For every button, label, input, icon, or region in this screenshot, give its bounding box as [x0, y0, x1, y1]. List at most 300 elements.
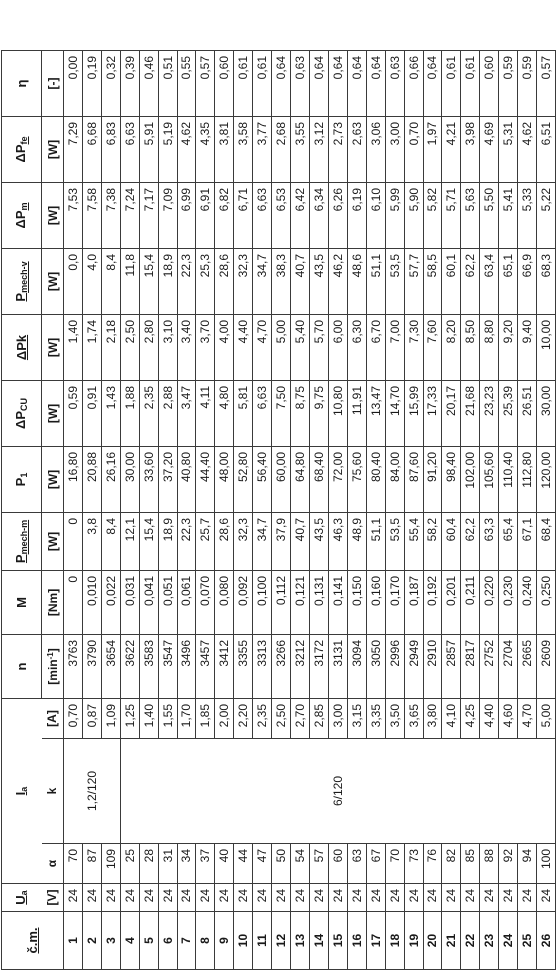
cell-dpk: 2,18: [101, 314, 120, 380]
cell-dpm: 5,22: [537, 182, 556, 248]
cell-m: 0,141: [328, 570, 347, 634]
cell-dpfe: 5,31: [499, 116, 518, 182]
cell-eta: 0,46: [139, 50, 158, 116]
cell-m: 0,201: [442, 570, 461, 634]
cell-p1: 30,00: [120, 446, 139, 512]
cell-p1: 26,16: [101, 446, 120, 512]
header-dpm: $\Delta P_m$: [2, 182, 42, 248]
unit-dpcu: [W]: [42, 380, 64, 446]
cell-dpk: 5,40: [291, 314, 310, 380]
cell-ia: 4,40: [480, 698, 499, 738]
cell-pmech: 37,9: [272, 512, 291, 570]
cell-eta: 0,60: [480, 50, 499, 116]
cell-dpcu: 14,70: [385, 380, 404, 446]
cell-p1: 91,20: [423, 446, 442, 512]
unit-dpfe: [W]: [42, 116, 64, 182]
cell-eta: 0,59: [499, 50, 518, 116]
cell-cm: 22: [461, 912, 480, 970]
cell-dpm: 6,71: [234, 182, 253, 248]
k-cell-group-2: 6/120: [120, 739, 555, 844]
cell-dpk: 5,70: [309, 314, 328, 380]
cell-p1: 68,40: [309, 446, 328, 512]
cell-dpm: 6,19: [347, 182, 366, 248]
cell-alpha: 44: [234, 844, 253, 884]
cell-dpk: 3,10: [158, 314, 177, 380]
cell-ia: 1,55: [158, 698, 177, 738]
cell-dpcu: 17,33: [423, 380, 442, 446]
cell-pmechv: 11,8: [120, 248, 139, 314]
cell-n: 3622: [120, 634, 139, 698]
cell-dpfe: 7,29: [64, 116, 83, 182]
cell-ua: 24: [158, 884, 177, 912]
cell-p1: 37,20: [158, 446, 177, 512]
cell-ia: 3,00: [328, 698, 347, 738]
cell-dpfe: 0,70: [404, 116, 423, 182]
cell-pmechv: 40,7: [291, 248, 310, 314]
cell-eta: 0,59: [518, 50, 537, 116]
header-pmech: $P_{mech-m}$: [2, 512, 42, 570]
cell-n: 3094: [347, 634, 366, 698]
cell-eta: 0,61: [234, 50, 253, 116]
cell-p1: 16,80: [64, 446, 83, 512]
cell-p1: 80,40: [366, 446, 385, 512]
cell-dpcu: 23,23: [480, 380, 499, 446]
cell-ia: 3,50: [385, 698, 404, 738]
cell-dpk: 8,50: [461, 314, 480, 380]
cell-n: 3266: [272, 634, 291, 698]
cell-p1: 102,00: [461, 446, 480, 512]
cell-dpk: 8,20: [442, 314, 461, 380]
cell-dpm: 5,90: [404, 182, 423, 248]
cell-ua: 24: [291, 884, 310, 912]
cell-pmechv: 22,3: [177, 248, 196, 314]
cell-alpha: 50: [272, 844, 291, 884]
cell-alpha: 70: [64, 844, 83, 884]
cell-cm: 23: [480, 912, 499, 970]
cell-n: 2996: [385, 634, 404, 698]
cell-alpha: 60: [328, 844, 347, 884]
cell-dpm: 6,82: [215, 182, 234, 248]
cell-pmechv: 25,3: [196, 248, 215, 314]
cell-pmech: 55,4: [404, 512, 423, 570]
cell-alpha: 73: [404, 844, 423, 884]
cell-pmech: 51,1: [366, 512, 385, 570]
cell-ua: 24: [385, 884, 404, 912]
cell-dpcu: 1,88: [120, 380, 139, 446]
cell-m: 0,070: [196, 570, 215, 634]
cell-pmechv: 68,3: [537, 248, 556, 314]
cell-cm: 7: [177, 912, 196, 970]
cell-dpm: 6,99: [177, 182, 196, 248]
cell-pmechv: 66,9: [518, 248, 537, 314]
cell-dpk: 1,40: [64, 314, 83, 380]
cell-dpcu: 26,51: [518, 380, 537, 446]
cell-ua: 24: [196, 884, 215, 912]
cell-n: 2910: [423, 634, 442, 698]
cell-n: 3654: [101, 634, 120, 698]
cell-m: 0,080: [215, 570, 234, 634]
header-cm: č.m.: [2, 912, 64, 970]
cell-m: 0,170: [385, 570, 404, 634]
cell-dpm: 5,71: [442, 182, 461, 248]
cell-p1: 110,40: [499, 446, 518, 512]
cell-pmechv: 62,2: [461, 248, 480, 314]
cell-eta: 0,61: [253, 50, 272, 116]
cell-eta: 0,66: [404, 50, 423, 116]
unit-dpm: [W]: [42, 182, 64, 248]
header-eta: η: [2, 50, 42, 116]
cell-n: 3313: [253, 634, 272, 698]
unit-p1: [W]: [42, 446, 64, 512]
cell-dpm: 5,33: [518, 182, 537, 248]
cell-dpk: 2,50: [120, 314, 139, 380]
measurement-table: [1, 0, 556, 970]
cell-ua: 24: [234, 884, 253, 912]
cell-pmech: 28,6: [215, 512, 234, 570]
table-body: [64, 0, 556, 970]
unit-ua: [V]: [42, 884, 64, 912]
table-row: [120, 0, 139, 970]
cell-ua: 24: [423, 884, 442, 912]
cell-pmechv: 4,0: [82, 248, 101, 314]
cell-cm: 15: [328, 912, 347, 970]
cell-pmechv: 28,6: [215, 248, 234, 314]
cell-dpm: 7,24: [120, 182, 139, 248]
cell-p1: 120,00: [537, 446, 556, 512]
cell-dpk: 3,70: [196, 314, 215, 380]
cell-n: 3790: [82, 634, 101, 698]
cell-dpcu: 30,00: [537, 380, 556, 446]
cell-pmechv: 63,4: [480, 248, 499, 314]
cell-dpcu: 13,47: [366, 380, 385, 446]
cell-pmechv: 0,0: [64, 248, 83, 314]
cell-ia: 4,25: [461, 698, 480, 738]
cell-p1: 60,00: [272, 446, 291, 512]
cell-cm: 26: [537, 912, 556, 970]
cell-ia: 4,60: [499, 698, 518, 738]
cell-ua: 24: [139, 884, 158, 912]
cell-m: 0,022: [101, 570, 120, 634]
cell-dpk: 5,00: [272, 314, 291, 380]
cell-n: 2857: [442, 634, 461, 698]
cell-dpk: 4,40: [234, 314, 253, 380]
cell-m: 0,031: [120, 570, 139, 634]
cell-alpha: 92: [499, 844, 518, 884]
cell-n: 2609: [537, 634, 556, 698]
cell-pmech: 8,4: [101, 512, 120, 570]
cell-cm: 17: [366, 912, 385, 970]
unit-pmech: [W]: [42, 512, 64, 570]
cell-ua: 24: [309, 884, 328, 912]
cell-p1: 87,60: [404, 446, 423, 512]
cell-ia: 2,20: [234, 698, 253, 738]
cell-ia: 5,00: [537, 698, 556, 738]
cell-eta: 0,57: [196, 50, 215, 116]
cell-dpfe: 4,21: [442, 116, 461, 182]
cell-alpha: 109: [101, 844, 120, 884]
cell-alpha: 100: [537, 844, 556, 884]
cell-dpcu: 21,68: [461, 380, 480, 446]
unit-k: k: [42, 739, 64, 844]
cell-dpm: 5,63: [461, 182, 480, 248]
cell-dpfe: 3,98: [461, 116, 480, 182]
cell-ia: 3,65: [404, 698, 423, 738]
cell-eta: 0,64: [328, 50, 347, 116]
cell-pmechv: 51,1: [366, 248, 385, 314]
cell-pmech: 0: [64, 512, 83, 570]
unit-ia: [A]: [42, 698, 64, 738]
cell-dpfe: 4,62: [518, 116, 537, 182]
cell-n: 3131: [328, 634, 347, 698]
cell-ua: 24: [499, 884, 518, 912]
cell-cm: 4: [120, 912, 139, 970]
cell-dpk: 7,60: [423, 314, 442, 380]
cell-dpk: 7,00: [385, 314, 404, 380]
cell-alpha: 67: [366, 844, 385, 884]
cell-cm: 9: [215, 912, 234, 970]
cell-ua: 24: [253, 884, 272, 912]
cell-cm: 16: [347, 912, 366, 970]
cell-dpk: 2,80: [139, 314, 158, 380]
cell-pmech: 58,2: [423, 512, 442, 570]
cell-dpm: 7,53: [64, 182, 83, 248]
header-dpfe: $\Delta P_{fe}$: [2, 116, 42, 182]
cell-cm: 1: [64, 912, 83, 970]
cell-ua: 24: [347, 884, 366, 912]
cell-n: 3172: [309, 634, 328, 698]
cell-p1: 48,00: [215, 446, 234, 512]
header-ua: $U_a$: [2, 884, 42, 912]
cell-dpfe: 2,68: [272, 116, 291, 182]
cell-n: 2817: [461, 634, 480, 698]
header-dpk: ΔPk: [2, 314, 42, 380]
cell-m: 0,131: [309, 570, 328, 634]
cell-pmech: 67,1: [518, 512, 537, 570]
header-n: n: [2, 634, 42, 698]
cell-pmechv: 65,1: [499, 248, 518, 314]
cell-ia: 3,80: [423, 698, 442, 738]
cell-dpfe: 1,97: [423, 116, 442, 182]
cell-pmech: 32,3: [234, 512, 253, 570]
cell-ua: 24: [82, 884, 101, 912]
cell-dpcu: 2,35: [139, 380, 158, 446]
cell-alpha: 31: [158, 844, 177, 884]
cell-ua: 24: [120, 884, 139, 912]
cell-dpfe: 6,83: [101, 116, 120, 182]
cell-ua: 24: [404, 884, 423, 912]
cell-pmech: 43,5: [309, 512, 328, 570]
cell-cm: 8: [196, 912, 215, 970]
cell-pmechv: 15,4: [139, 248, 158, 314]
cell-cm: 11: [253, 912, 272, 970]
header-dpcu: $\Delta P_{CU}$: [2, 380, 42, 446]
cell-ua: 24: [366, 884, 385, 912]
cell-alpha: 87: [82, 844, 101, 884]
cell-m: 0,187: [404, 570, 423, 634]
header-row: [2, 0, 42, 970]
cell-cm: 3: [101, 912, 120, 970]
cell-n: 3583: [139, 634, 158, 698]
cell-cm: 13: [291, 912, 310, 970]
cell-m: 0,211: [461, 570, 480, 634]
cell-ia: 1,25: [120, 698, 139, 738]
cell-ia: 1,85: [196, 698, 215, 738]
unit-alpha: α: [42, 844, 64, 884]
cell-p1: 20,88: [82, 446, 101, 512]
cell-dpfe: 5,91: [139, 116, 158, 182]
cell-dpm: 6,42: [291, 182, 310, 248]
cell-dpfe: 3,06: [366, 116, 385, 182]
cell-pmech: 34,7: [253, 512, 272, 570]
cell-dpcu: 4,80: [215, 380, 234, 446]
k-cell-group-1: 1,2/120: [64, 739, 121, 844]
cell-dpm: 7,58: [82, 182, 101, 248]
cell-dpk: 9,40: [518, 314, 537, 380]
cell-alpha: 37: [196, 844, 215, 884]
cell-p1: 98,40: [442, 446, 461, 512]
cell-dpk: 6,30: [347, 314, 366, 380]
cell-eta: 0,00: [64, 50, 83, 116]
cell-cm: 14: [309, 912, 328, 970]
cell-ia: 4,70: [518, 698, 537, 738]
cell-cm: 19: [404, 912, 423, 970]
cell-dpfe: 3,12: [309, 116, 328, 182]
cell-cm: 20: [423, 912, 442, 970]
cell-dpfe: 6,63: [120, 116, 139, 182]
cell-alpha: 88: [480, 844, 499, 884]
cell-pmech: 60,4: [442, 512, 461, 570]
cell-alpha: 28: [139, 844, 158, 884]
cell-eta: 0,60: [215, 50, 234, 116]
cell-eta: 0,39: [120, 50, 139, 116]
cell-p1: 33,60: [139, 446, 158, 512]
cell-dpk: 1,74: [82, 314, 101, 380]
cell-ia: 2,85: [309, 698, 328, 738]
cell-alpha: 76: [423, 844, 442, 884]
cell-alpha: 85: [461, 844, 480, 884]
cell-ua: 24: [272, 884, 291, 912]
cell-n: 3547: [158, 634, 177, 698]
cell-p1: 56,40: [253, 446, 272, 512]
cell-ua: 24: [328, 884, 347, 912]
cell-cm: 10: [234, 912, 253, 970]
cell-ia: 0,70: [64, 698, 83, 738]
cell-m: 0,100: [253, 570, 272, 634]
cell-eta: 0,19: [82, 50, 101, 116]
cell-ua: 24: [461, 884, 480, 912]
cell-dpfe: 2,73: [328, 116, 347, 182]
cell-dpcu: 15,99: [404, 380, 423, 446]
cell-pmech: 62,2: [461, 512, 480, 570]
unit-pmechv: [W]: [42, 248, 64, 314]
cell-dpm: 7,17: [139, 182, 158, 248]
cell-pmechv: 60,1: [442, 248, 461, 314]
cell-dpcu: 10,80: [328, 380, 347, 446]
cell-dpm: 6,34: [309, 182, 328, 248]
cell-eta: 0,64: [366, 50, 385, 116]
cell-n: 3355: [234, 634, 253, 698]
cell-dpfe: 4,62: [177, 116, 196, 182]
cell-n: 3050: [366, 634, 385, 698]
cell-dpfe: 4,35: [196, 116, 215, 182]
cell-ia: 1,09: [101, 698, 120, 738]
units-row: [42, 0, 64, 970]
cell-dpk: 3,40: [177, 314, 196, 380]
cell-m: 0: [64, 570, 83, 634]
cell-cm: 24: [499, 912, 518, 970]
cell-ua: 24: [537, 884, 556, 912]
cell-dpk: 7,30: [404, 314, 423, 380]
cell-n: 3763: [64, 634, 83, 698]
cell-ua: 24: [101, 884, 120, 912]
cell-pmech: 68,4: [537, 512, 556, 570]
cell-pmechv: 48,6: [347, 248, 366, 314]
cell-dpfe: 3,55: [291, 116, 310, 182]
cell-alpha: 57: [309, 844, 328, 884]
cell-dpm: 6,91: [196, 182, 215, 248]
unit-eta: [-]: [42, 50, 64, 116]
cell-cm: 21: [442, 912, 461, 970]
cell-dpcu: 9,75: [309, 380, 328, 446]
cell-ia: 2,70: [291, 698, 310, 738]
cell-dpm: 6,10: [366, 182, 385, 248]
cell-dpm: 6,63: [253, 182, 272, 248]
cell-dpfe: 6,68: [82, 116, 101, 182]
cell-pmechv: 32,3: [234, 248, 253, 314]
cell-dpcu: 8,75: [291, 380, 310, 446]
cell-eta: 0,55: [177, 50, 196, 116]
cell-alpha: 40: [215, 844, 234, 884]
cell-pmechv: 46,2: [328, 248, 347, 314]
cell-dpcu: 2,88: [158, 380, 177, 446]
cell-dpfe: 3,00: [385, 116, 404, 182]
cell-p1: 72,00: [328, 446, 347, 512]
cell-p1: 75,60: [347, 446, 366, 512]
cell-m: 0,061: [177, 570, 196, 634]
cell-pmechv: 57,7: [404, 248, 423, 314]
cell-eta: 0,64: [423, 50, 442, 116]
cell-ia: 2,50: [272, 698, 291, 738]
cell-alpha: 54: [291, 844, 310, 884]
cell-p1: 44,40: [196, 446, 215, 512]
cell-pmech: 25,7: [196, 512, 215, 570]
cell-p1: 40,80: [177, 446, 196, 512]
cell-n: 2665: [518, 634, 537, 698]
cell-ia: 1,70: [177, 698, 196, 738]
cell-eta: 0,61: [442, 50, 461, 116]
cell-cm: 2: [82, 912, 101, 970]
cell-ia: 0,87: [82, 698, 101, 738]
cell-alpha: 82: [442, 844, 461, 884]
cell-ia: 3,35: [366, 698, 385, 738]
cell-m: 0,220: [480, 570, 499, 634]
header-ia: $I_a$: [2, 698, 42, 883]
cell-cm: 6: [158, 912, 177, 970]
cell-ua: 24: [442, 884, 461, 912]
cell-dpcu: 0,91: [82, 380, 101, 446]
cell-dpcu: 25,39: [499, 380, 518, 446]
cell-m: 0,230: [499, 570, 518, 634]
cell-dpk: 6,70: [366, 314, 385, 380]
cell-pmech: 22,3: [177, 512, 196, 570]
cell-dpk: 4,70: [253, 314, 272, 380]
cell-dpm: 5,99: [385, 182, 404, 248]
cell-dpk: 4,00: [215, 314, 234, 380]
cell-dpcu: 6,63: [253, 380, 272, 446]
cell-dpk: 9,20: [499, 314, 518, 380]
cell-dpfe: 6,51: [537, 116, 556, 182]
cell-eta: 0,64: [272, 50, 291, 116]
